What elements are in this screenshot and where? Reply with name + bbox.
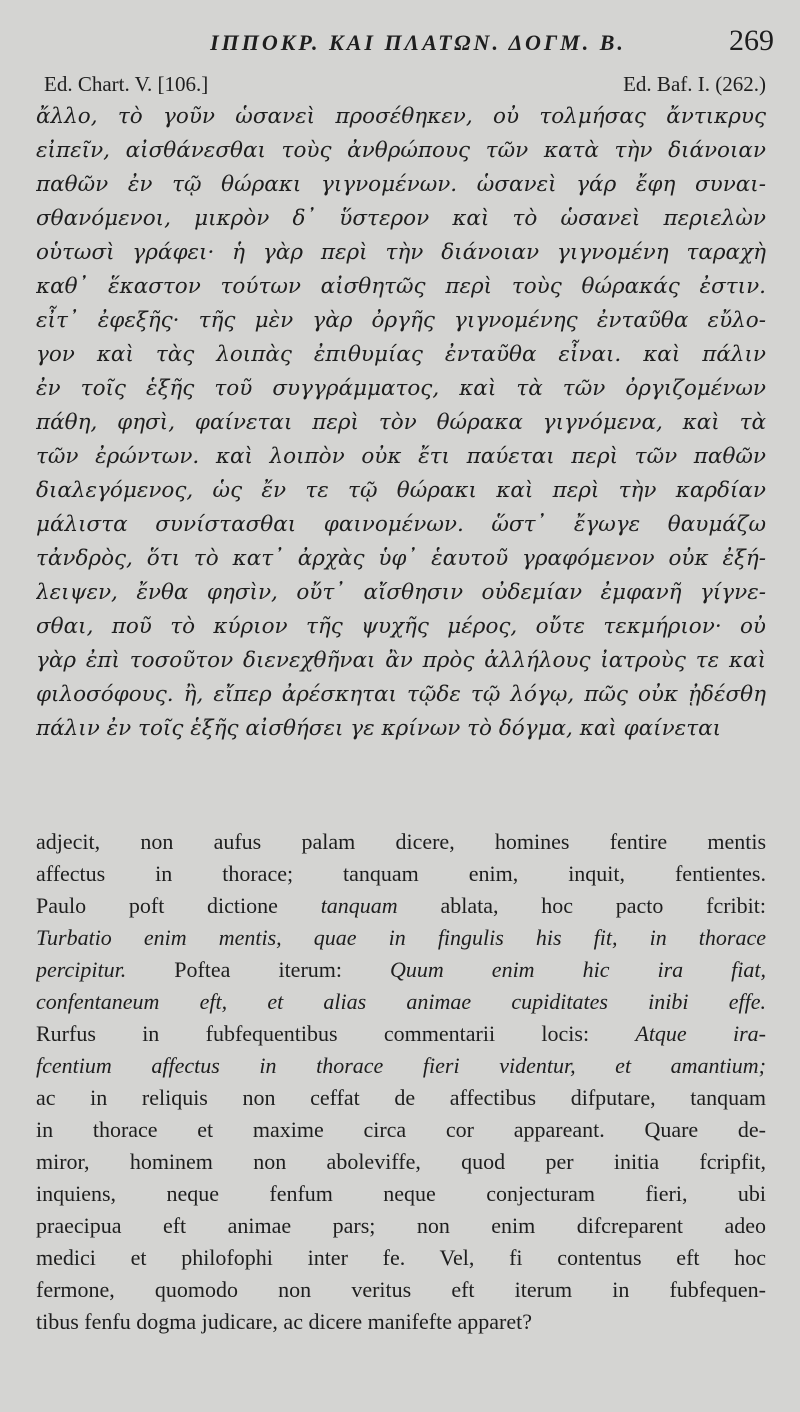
- latin-italic-segment: fcentium affectus in thorace fieri videntur, et amantium;: [36, 1053, 766, 1078]
- page-header: [38, 24, 778, 64]
- greek-text-line: τἀνδρὸς, ὅτι τὸ κατ᾽ ἀρχὰς ὑφ᾽ ἑαυτοῦ γραφόμενον οὐκ ἐξή-: [36, 546, 766, 571]
- latin-italic-segment: percipitur.: [36, 957, 127, 982]
- greek-text-line: σθαι, ποῦ τὸ κύριον τῆς ψυχῆς μέρος, οὔτε τεκμήριον· οὐ: [36, 614, 766, 639]
- greek-text-line: γὰρ ἐπὶ τοσοῦτον διενεχθῆναι ἂν πρὸς ἀλλήλους ἰατροὺς τε καὶ: [36, 648, 766, 673]
- latin-text-line: [36, 1178, 766, 1210]
- latin-italic-segment: tanquam: [320, 893, 398, 918]
- latin-roman-segment: miror, hominem non aboleviffe, quod per initia fcripfit,: [36, 1149, 766, 1174]
- page-number: 269: [729, 24, 774, 57]
- latin-roman-segment: praecipua eft animae pars; non enim difcreparent adeo: [36, 1213, 766, 1238]
- latin-roman-segment: fermone, quomodo non veritus eft iterum in fubfequen-: [36, 1277, 766, 1302]
- latin-roman-segment: affectus in thorace; tanquam enim, inquit, fentientes.: [36, 861, 766, 886]
- greek-text-line: εἰπεῖν, αἰσθάνεσθαι τοὺς ἀνθρώπους τῶν κατὰ τὴν διάνοιαν: [36, 138, 766, 163]
- latin-text-line: [36, 826, 766, 858]
- greek-text-line: οὑτωσὶ γράφει· ἡ γὰρ περὶ τὴν διάνοιαν γιγνομένη ταραχὴ: [36, 240, 766, 265]
- greek-text-line: λειψεν, ἔνθα φησὶν, οὔτ᾽ αἴσθησιν οὐδεμίαν ἐμφανῆ γίγνε-: [36, 580, 766, 605]
- greek-text-line: πάθη, φησὶ, φαίνεται περὶ τὸν θώρακα γιγνόμενα, καὶ τὰ: [36, 410, 766, 435]
- latin-italic-segment: Atque ira-: [635, 1021, 766, 1046]
- greek-text-line: μάλιστα συνίστασθαι φαινομένων. ὥστ᾽ ἔγωγε θαυμάζω: [36, 512, 766, 537]
- edition-basel: Ed. Baf. I. (262.): [623, 72, 766, 96]
- latin-roman-segment: Rurfus in fubfequentibus commentarii locis:: [36, 1021, 636, 1046]
- greek-text-line: παθῶν ἐν τῷ θώρακι γιγνομένων. ὡσανεὶ γάρ ἔφη συναι-: [36, 172, 766, 197]
- latin-roman-segment: medici et philofophi inter fe. Vel, fi contentus eft hoc: [36, 1245, 766, 1270]
- latin-roman-segment: tibus fenfu dogma judicare, ac dicere manifefte apparet?: [36, 1309, 532, 1334]
- edition-chartier: Ed. Chart. V. [106.]: [44, 72, 209, 96]
- latin-text-line: [36, 1306, 766, 1338]
- latin-roman-segment: ablata, hoc pacto fcribit:: [397, 893, 766, 918]
- latin-text-line: [36, 1146, 766, 1178]
- greek-text-line: εἶτ᾽ ἐφεξῆς· τῆς μὲν γὰρ ὀργῆς γιγνομένης ἐνταῦθα εὔλο-: [36, 308, 766, 333]
- greek-text-line: ἄλλο, τὸ γοῦν ὡσανεὶ προσέθηκεν, οὐ τολμήσας ἄντικρυς: [36, 104, 766, 129]
- latin-text-line: [36, 1274, 766, 1306]
- latin-roman-segment: Poftea iterum:: [126, 957, 391, 982]
- greek-text-line: τῶν ἐρώντων. καὶ λοιπὸν οὐκ ἔτι παύεται περὶ τῶν παθῶν: [36, 444, 766, 469]
- greek-text-line: σθανόμενοι, μικρὸν δ᾽ ὕστερον καὶ τὸ ὡσανεὶ περιελὼν: [36, 206, 766, 231]
- greek-text-line: πάλιν ἐν τοῖς ἑξῆς αἰσθήσει γε κρίνων τὸ δόγμα, καὶ φαίνεται: [36, 716, 722, 741]
- latin-roman-segment: Paulo poft dictione: [36, 893, 321, 918]
- latin-text-line: [36, 922, 766, 954]
- greek-text-line: γον καὶ τὰς λοιπὰς ἐπιθυμίας ἐνταῦθα εἶναι. καὶ πάλιν: [36, 342, 766, 367]
- latin-text-line: [36, 1082, 766, 1114]
- latin-translation-block: [36, 826, 766, 1338]
- latin-text-line: [36, 954, 766, 986]
- latin-text-line: [36, 890, 766, 922]
- latin-italic-segment: Quum enim hic ira fiat,: [390, 957, 766, 982]
- latin-text-line: [36, 1114, 766, 1146]
- latin-italic-segment: confentaneum eft, et alias animae cupiditates inibi effe.: [36, 989, 766, 1014]
- latin-text-line: [36, 1210, 766, 1242]
- edition-reference-row: [44, 72, 766, 102]
- latin-roman-segment: in thorace et maxime circa cor appareant. Quare de-: [36, 1117, 766, 1142]
- latin-italic-segment: Turbatio enim mentis, quae in fingulis his fit, in thorace: [36, 925, 766, 950]
- latin-text-line: [36, 986, 766, 1018]
- greek-text-line: διαλεγόμενος, ὡς ἔν τε τῷ θώρακι καὶ περὶ τὴν καρδίαν: [36, 478, 766, 503]
- latin-text-line: [36, 1050, 766, 1082]
- greek-text-line: ἐν τοῖς ἑξῆς τοῦ συγγράμματος, καὶ τὰ τῶν ὀργιζομένων: [36, 376, 766, 401]
- latin-text-line: [36, 858, 766, 890]
- greek-text-block: [36, 100, 766, 746]
- latin-roman-segment: ac in reliquis non ceffat de affectibus difputare, tanquam: [36, 1085, 766, 1110]
- greek-text-line: φιλοσόφους. ἢ, εἴπερ ἀρέσκηται τῷδε τῷ λόγῳ, πῶς οὐκ ᾐδέσθη: [36, 682, 766, 707]
- latin-roman-segment: adjecit, non aufus palam dicere, homines fentire mentis: [36, 829, 766, 854]
- latin-text-line: [36, 1018, 766, 1050]
- greek-text-line: καθ᾽ ἕκαστον τούτων αἰσθητῶς περὶ τοὺς θώρακάς ἐστιν.: [36, 274, 766, 299]
- running-title: ΙΠΠΟΚΡ. ΚΑΙ ΠΛΑΤΩΝ. ΔΟΓΜ. Β.: [210, 30, 626, 55]
- latin-text-line: [36, 1242, 766, 1274]
- latin-roman-segment: inquiens, neque fenfum neque conjecturam fieri, ubi: [36, 1181, 766, 1206]
